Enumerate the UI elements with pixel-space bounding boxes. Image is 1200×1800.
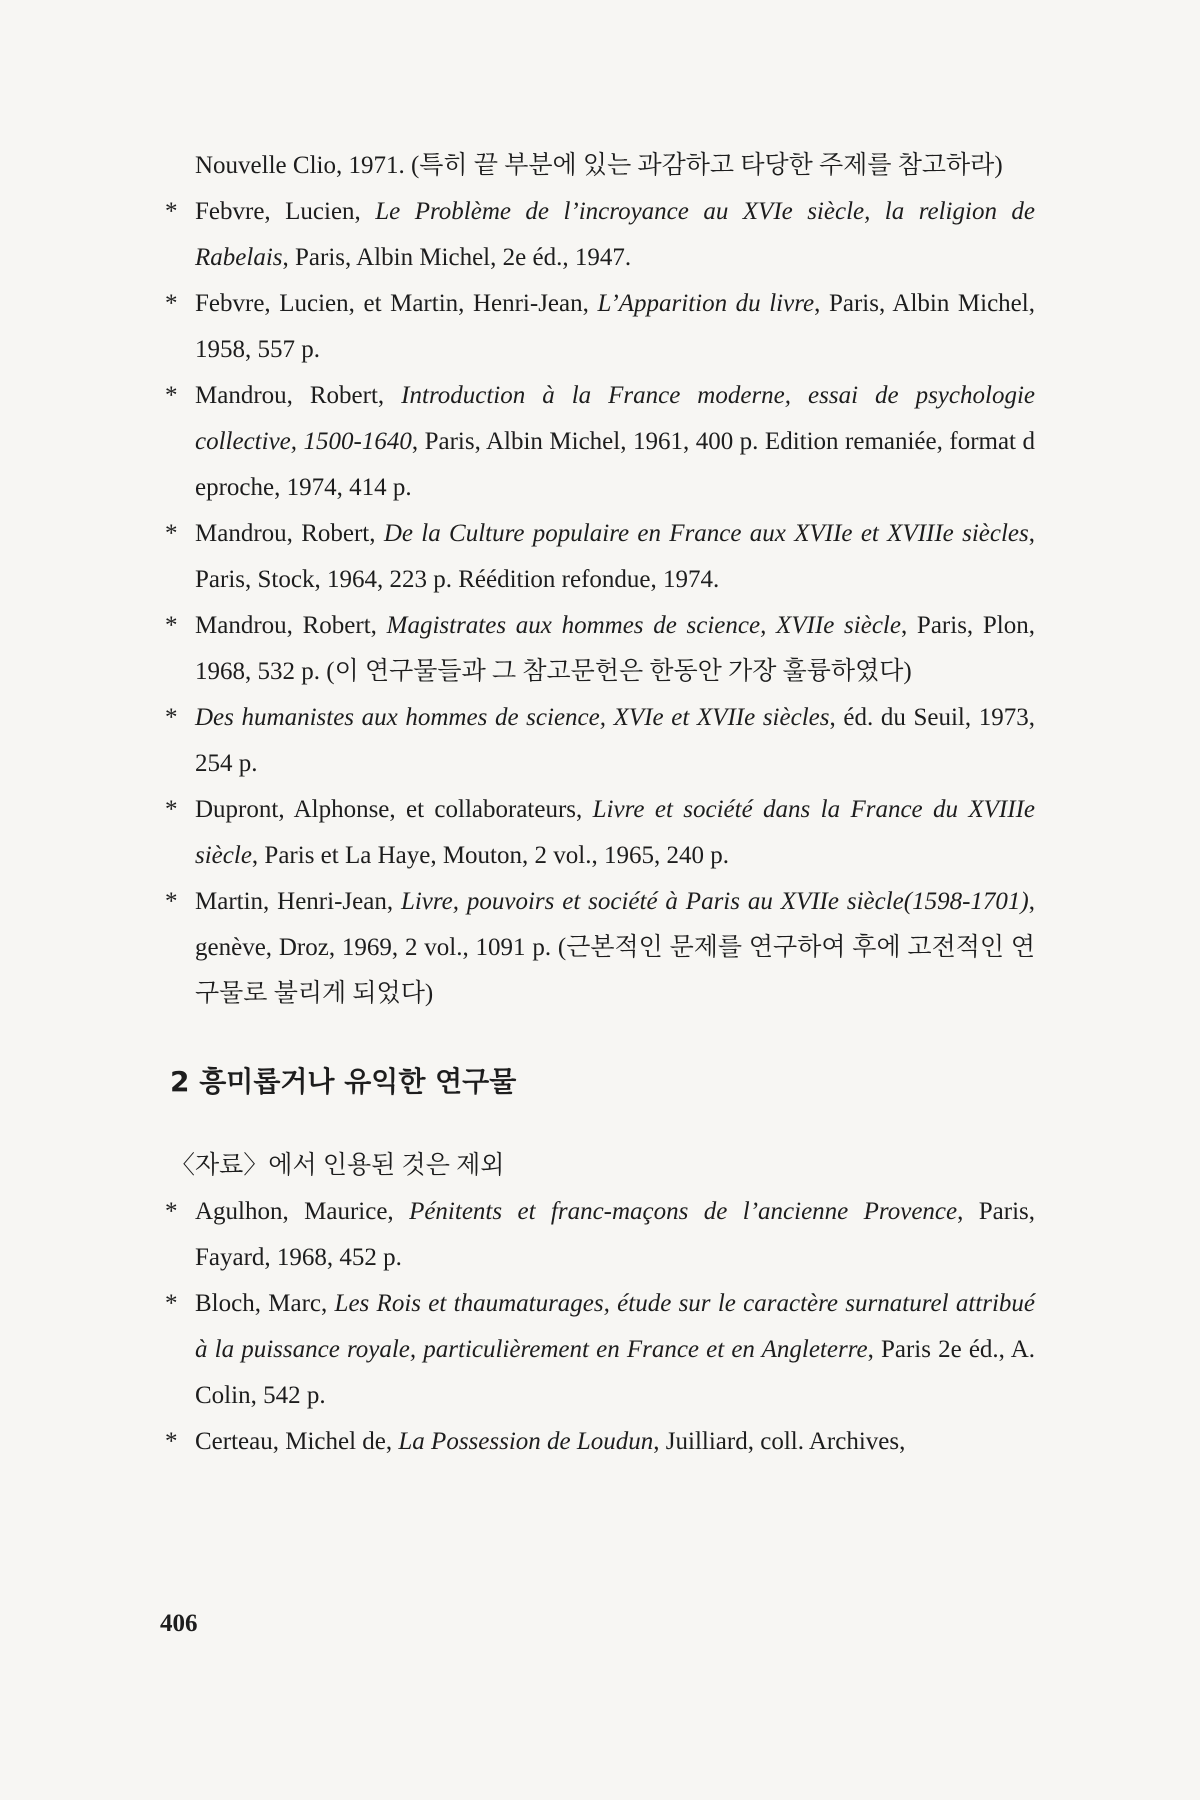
bib-author: Dupront, Alphonse, et collaborateurs, [195,796,593,823]
bib-details: , Paris, Albin Michel, 1961, 400 p. Edition remaniée, format d eproche, 1974, 414 p. [195,428,1036,501]
bullet-star: * [165,198,178,225]
bullet-star: * [165,520,178,547]
bib-entry [165,511,1035,603]
bib-title: L’Apparition du livre [597,290,815,317]
bib-details: , Paris 2e éd., A. Colin, 542 p. [195,1336,1035,1409]
bib-title: Livre, pouvoirs et société à Paris au XVIIe siècle(1598-1701) [400,888,1029,915]
bullet-star: * [165,382,178,409]
bib-entry [165,1419,1035,1465]
bib-entry [165,189,1035,281]
bib-author: Mandrou, Robert, [195,612,387,639]
bib-author: Mandrou, Robert, [195,520,384,547]
bullet-star: * [165,290,178,317]
bib-author: Febvre, Lucien, et Martin, Henri-Jean, [195,290,598,317]
bib-author: Mandrou, Robert, [195,382,402,409]
bullet-star: * [165,796,178,823]
bib-title: Livre et société dans la France du XVIIIe siècle [195,796,1035,869]
bib-title: Pénitents et franc-maçons de l’ancienne Provence [409,1198,958,1225]
page-number: 406 [160,1610,198,1637]
bib-details: , Paris, Plon, 1968, 532 p. (이 연구물들과 그 참고문헌은 한동안 가장 훌륭하였다) [195,612,1035,685]
bib-entry [165,879,1035,1017]
bib-entry [165,695,1035,787]
bib-details: , Paris, Stock, 1964, 223 p. Réédition refondue, 1974. [195,520,1035,593]
text-block [165,143,1036,1465]
bib-title: Introduction à la France moderne, essai de psychologie collective, 1500-1640 [195,382,1035,455]
bib-details: , éd. du Seuil, 1973, 254 p. [195,704,1035,777]
bib-details: , Paris, Fayard, 1968, 452 p. [195,1198,1035,1271]
bib-details: , Paris, Albin Michel, 1958, 557 p. [195,290,1035,363]
bib-author: Bloch, Marc, [195,1290,335,1317]
bib-title: Des humanistes aux hommes de science, XVIe et XVIIe siècles [195,704,830,731]
bib-author: Martin, Henri-Jean, [195,888,401,915]
bib-details: , Juilliard, coll. Archives, [653,1428,906,1455]
bib-author: Febvre, Lucien, [195,198,376,225]
bib-title: De la Culture populaire en France aux XVIIe et XVIIIe siècles [383,520,1029,547]
bib-details: , genève, Droz, 1969, 2 vol., 1091 p. (근본적인 문제를 연구하여 후에 고전적인 연구물로 불리게 되었다) [195,888,1035,1007]
bullet-star: * [165,1198,178,1225]
bullet-star: * [165,1290,178,1317]
bib-title: Les Rois et thaumaturages, étude sur le caractère surnaturel attribué à la puissance royale, particulièrement en France et en Angleterre [195,1290,1035,1363]
section-note: 〈자료〉에서 인용된 것은 제외 [170,1152,505,1179]
bullet-star: * [165,704,178,731]
bibliography-list-b [165,1189,1035,1465]
bib-title: Magistrates aux hommes de science, XVIIe siècle [386,612,901,639]
intro-continuation: Nouvelle Clio, 1971. (특히 끝 부분에 있는 과감하고 타당한 주제를 참고하라) [195,152,1003,179]
bib-entry [165,603,1035,695]
bib-title: Le Problème de l’incroyance au XVIe siècle, la religion de Rabelais [195,198,1035,271]
bib-author: Certeau, Michel de, [195,1428,399,1455]
bullet-star: * [165,1428,178,1455]
bib-title: La Possession de Loudun [398,1428,654,1455]
bib-entry [165,373,1036,511]
bib-entry [165,787,1035,879]
bullet-star: * [165,612,178,639]
bib-entry [165,1281,1035,1419]
bib-entry [165,1189,1035,1281]
bib-author: Agulhon, Maurice, [195,1198,410,1225]
bib-entry [165,281,1035,373]
section-heading: 2 흥미롭거나 유익한 연구물 [170,1065,517,1098]
bib-details: , Paris, Albin Michel, 2e éd., 1947. [282,244,632,271]
bib-details: , Paris et La Haye, Mouton, 2 vol., 1965, 240 p. [251,842,729,869]
bullet-star: * [165,888,178,915]
bibliography-list-a [165,189,1036,1017]
